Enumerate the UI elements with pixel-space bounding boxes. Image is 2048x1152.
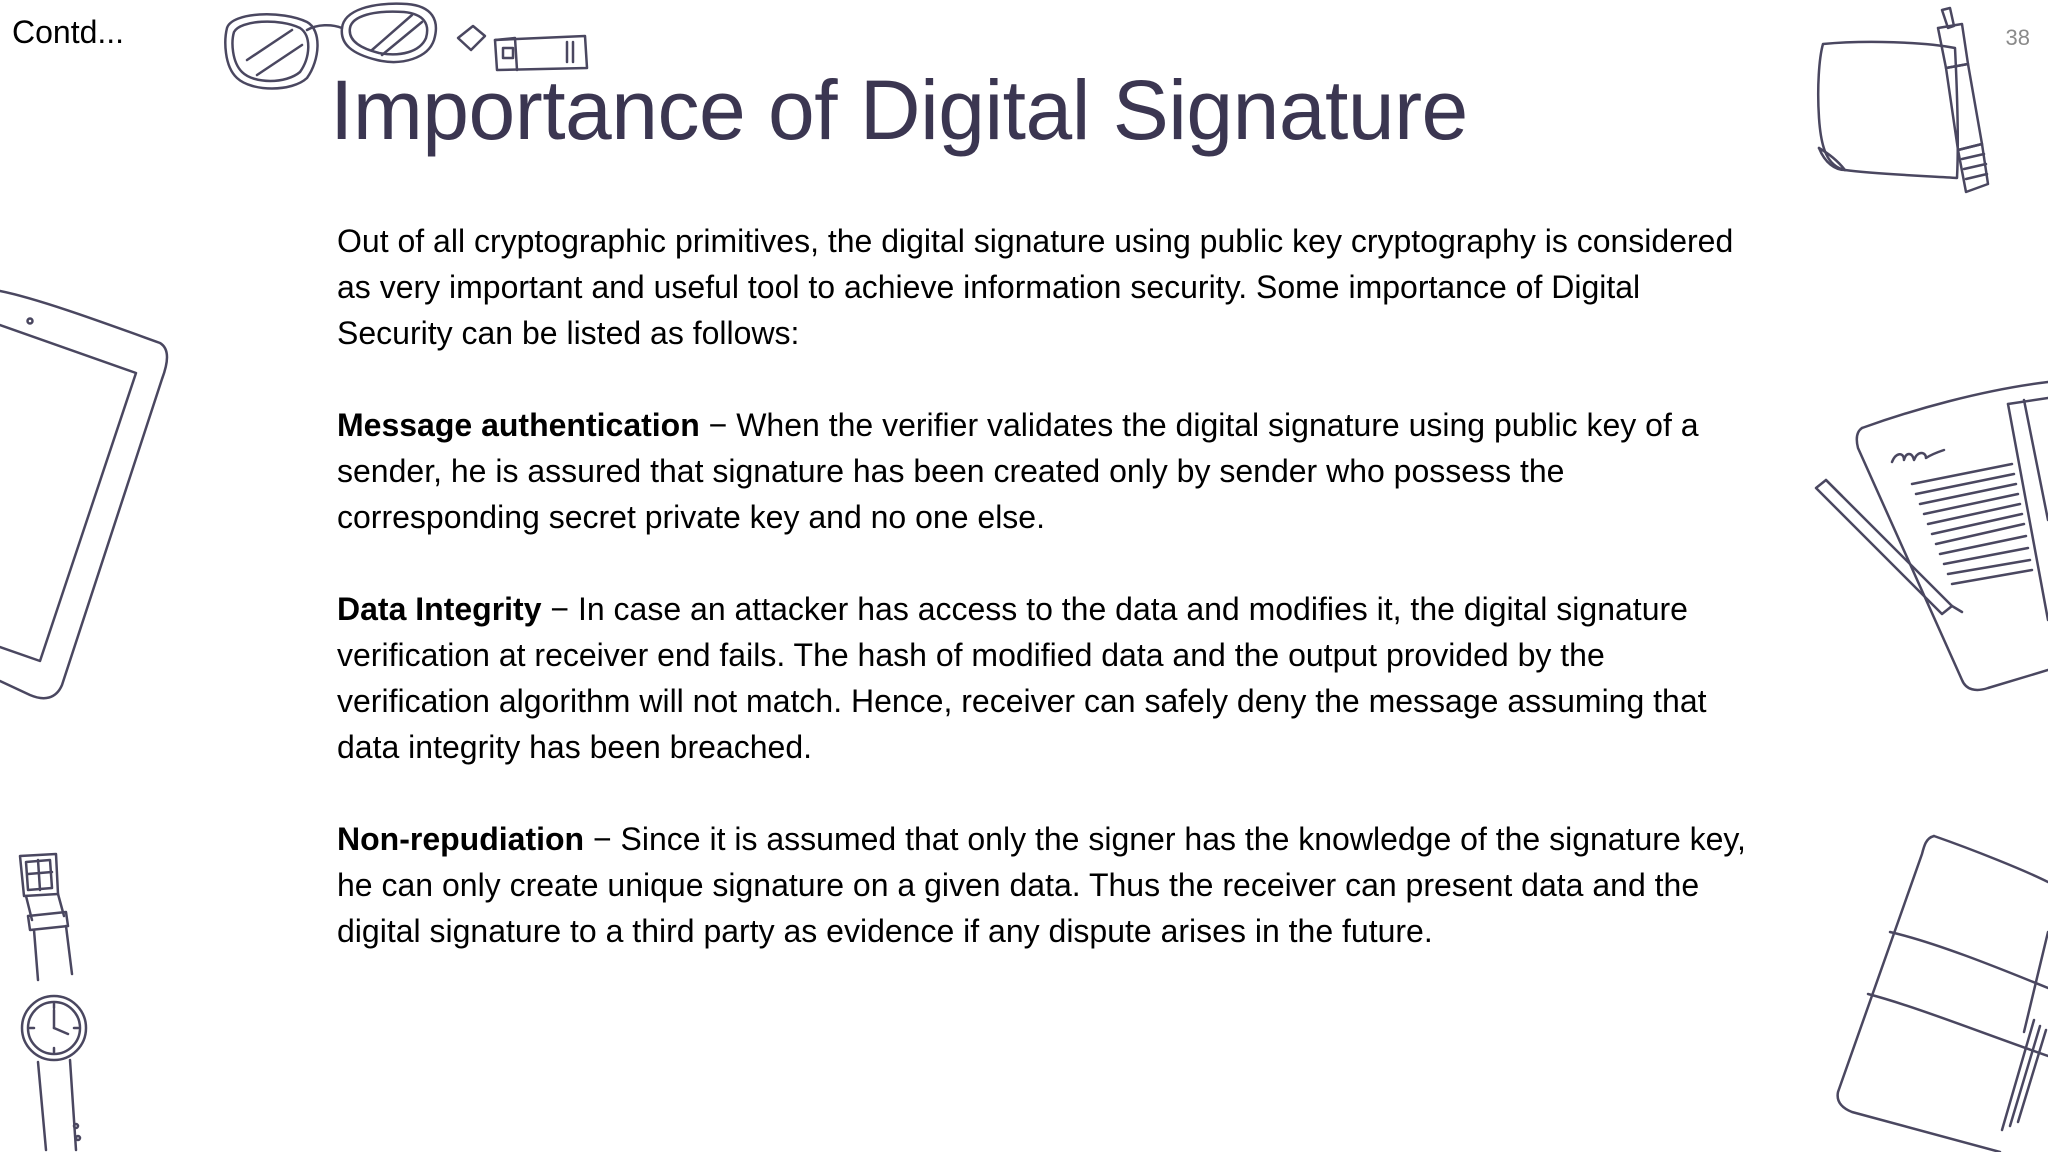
point-message-authentication [337,402,1757,540]
slide-title: Importance of Digital Signature [330,63,1468,157]
point-text: In case an attacker has access to the data and modifies it, the digital signature verification at receiver end fails. The hash of modified data and the output provided by the verification algorithm will not match. Hence, receiver can safely deny the message assuming that data integrity has been breached. [337,591,1707,765]
tablet-icon [0,285,175,705]
point-term: Message authentication [337,407,700,443]
point-separator: − [584,821,621,857]
slide-number: 38 [2005,25,2030,50]
wristwatch-icon [14,850,104,1152]
point-data-integrity [337,586,1757,770]
point-separator: − [541,591,578,627]
point-non-repudiation [337,816,1757,954]
contd-label: Contd... [12,14,125,50]
point-term: Non-repudiation [337,821,585,857]
intro-paragraph: Out of all cryptographic primitives, the digital signature using public key cryptography is considered as very important and useful tool to achieve information security. Some importance of Digital Security can be listed as follows: [337,223,1734,351]
marker-icon [1920,4,2010,204]
point-text: When the verifier validates the digital signature using public key of a sender, he is assured that signature has been created only by sender who possess the corresponding secret private key and no one else. [337,407,1699,535]
slide-body [337,218,1757,954]
book-icon [1834,830,2048,1152]
point-text: Since it is assumed that only the signer has the knowledge of the signature key, he can only create unique signature on a given data. Thus the receiver can present data and the digital signature to a third party as evidence if any dispute arises in the future. [337,821,1746,949]
point-term: Data Integrity [337,591,542,627]
point-separator: − [699,407,737,443]
notebook-with-pen-icon [1812,380,2048,700]
